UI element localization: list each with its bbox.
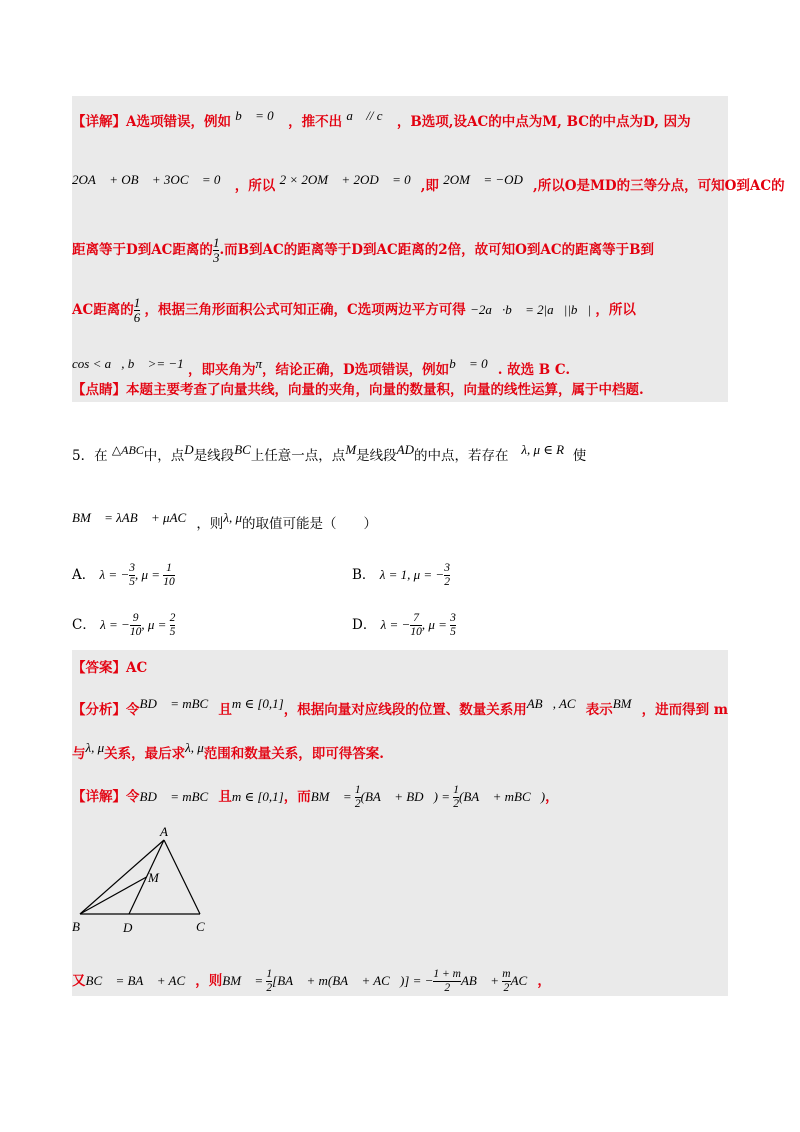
fraction: $\frac{m}{2}$: [502, 968, 511, 994]
label-b: B: [72, 919, 80, 934]
analysis-line-2: 与λ, μ关系，最后求λ, μ范围和数量关系，即可得答案.: [72, 740, 385, 762]
math-expression: a⃗ // c⃗: [346, 108, 393, 123]
fraction: $\frac{1}{10}$: [163, 562, 175, 588]
fraction: $\frac{1}{2}$: [453, 784, 460, 810]
detail1-line-4: AC距离的 $\frac{1}{6}$ ，根据三角形面积公式可知正确，C选项两边平方可得 −2a⃗·b⃗ = 2|a⃗||b⃗| ，所以: [72, 295, 636, 325]
detail-tag: 【详解】: [72, 789, 126, 805]
detail1-line-5: cos < a⃗, b⃗ >= −1 ，即夹角为π，结论正确，D选项错误，例如b⃗ = 0⃗. 故选 B C.: [72, 356, 571, 378]
fraction: $\frac{1}{3}$: [212, 235, 220, 265]
label-a: A: [160, 824, 168, 839]
fraction: $\frac{3}{5}$: [450, 612, 456, 638]
fraction: $\frac{1 + m}{2}$: [433, 968, 461, 994]
fraction: $\frac{1}{2}$: [354, 784, 361, 810]
label-d: D: [123, 920, 133, 935]
fraction: $\frac{3}{2}$: [444, 562, 450, 588]
fraction: $\frac{9}{10}$: [129, 612, 142, 638]
fraction: $\frac{1}{6}$: [133, 295, 141, 325]
segment-ac: [164, 840, 200, 914]
detail2-line-2: 又BC⃗ = BA⃗ + AC⃗，则BM⃗ = $\frac{1}{2}$ [BA⃗ + m(BA⃗ + AC⃗)] = − $\frac{1 + m}{2}$ AB⃗ + $\frac{m}{2}$ AC⃗，: [72, 968, 551, 994]
answer-tag: 【答案】: [72, 660, 126, 676]
question-number: 5．: [72, 448, 95, 464]
fraction: $\frac{2}{5}$: [169, 612, 176, 638]
option-c[interactable]: C． λ = − $\frac{9}{10}$ , μ = $\frac{2}{5}$: [72, 612, 176, 638]
analysis-tag: 【分析】: [72, 702, 126, 718]
triangle-figure: [72, 824, 232, 936]
solution-block: [72, 650, 728, 996]
option-b[interactable]: B． λ = 1, μ = − $\frac{3}{2}$: [352, 562, 450, 588]
detail1-line-3: 距离等于D到AC距离的 $\frac{1}{3}$ .而B到AC的距离等于D到AC距离的2倍，故可知O到AC的距离等于B到: [72, 235, 654, 265]
fraction: $\frac{3}{5}$: [129, 562, 135, 588]
label-m: M: [148, 870, 159, 885]
fraction: $\frac{1}{2}$: [266, 968, 273, 994]
math-expression: 2 × 2OM⃗ + 2OD⃗ = 0⃗: [279, 172, 421, 187]
detail1-line-1: 【详解】A选项错误，例如 b⃗ = 0⃗ ，推不出 a⃗ // c⃗ ，B选项,设AC的中点为M, BC的中点为D, 因为: [72, 108, 691, 130]
math-expression: 2OM⃗ = −OD⃗: [443, 172, 533, 187]
remark-tag: 【点睛】: [72, 382, 126, 398]
detail-tag: 【详解】: [72, 114, 126, 130]
remark-line: 【点睛】本题主要考查了向量共线，向量的夹角，向量的数量积，向量的线性运算，属于中档题.: [72, 382, 644, 398]
math-expression: 2OA⃗ + OB⃗ + 3OC⃗ = 0⃗: [72, 172, 231, 187]
option-d[interactable]: D． λ = − $\frac{7}{10}$ , μ = $\frac{3}{5}$: [352, 612, 456, 638]
detail-block-1: [72, 96, 785, 402]
fraction: $\frac{7}{10}$: [410, 612, 422, 638]
math-expression: b⃗ = 0⃗: [235, 108, 284, 123]
question-stem-line-1: 5．在 △ABC中，点D是线段BC上任意一点，点M是线段AD的中点，若存在 λ, μ ∈ R 使: [72, 442, 587, 464]
option-a[interactable]: A． λ = − $\frac{3}{5}$ , μ = $\frac{1}{10}$: [72, 562, 175, 588]
answer-text: AC: [126, 660, 148, 676]
math-expression: π: [255, 356, 262, 371]
label-c: C: [196, 919, 205, 934]
math-expression: b⃗ = 0⃗: [449, 356, 498, 371]
math-expression: −2a⃗·b⃗ = 2|a⃗||b⃗|: [470, 302, 592, 317]
answer-line: [72, 656, 147, 676]
detail1-line-2: 2OA⃗ + OB⃗ + 3OC⃗ = 0⃗ ，所以 2 × 2OM⃗ + 2OD⃗ = 0⃗,即 2OM⃗ = −OD⃗,所以O是MD的三等分点，可知O到AC的: [72, 172, 785, 194]
analysis-line-1: 【分析】令BD⃗ = mBC⃗且m ∈ [0,1]，根据向量对应线段的位置、数量关系用AB⃗, AC⃗表示BM⃗，进而得到 m: [72, 696, 729, 718]
segment-bm: [80, 877, 147, 914]
detail2-line-1: 【详解】令BD⃗ = mBC⃗且m ∈ [0,1]，而BM⃗ = $\frac{1}{2}$ (BA⃗ + BD⃗) = $\frac{1}{2}$ (BA⃗ + mBC⃗)，: [72, 784, 559, 810]
math-expression: cos < a⃗, b⃗ >= −1: [72, 356, 184, 371]
question-stem-line-2: BM⃗ = λAB⃗ + μAC⃗，则λ, μ的取值可能是（ ）: [72, 510, 377, 532]
